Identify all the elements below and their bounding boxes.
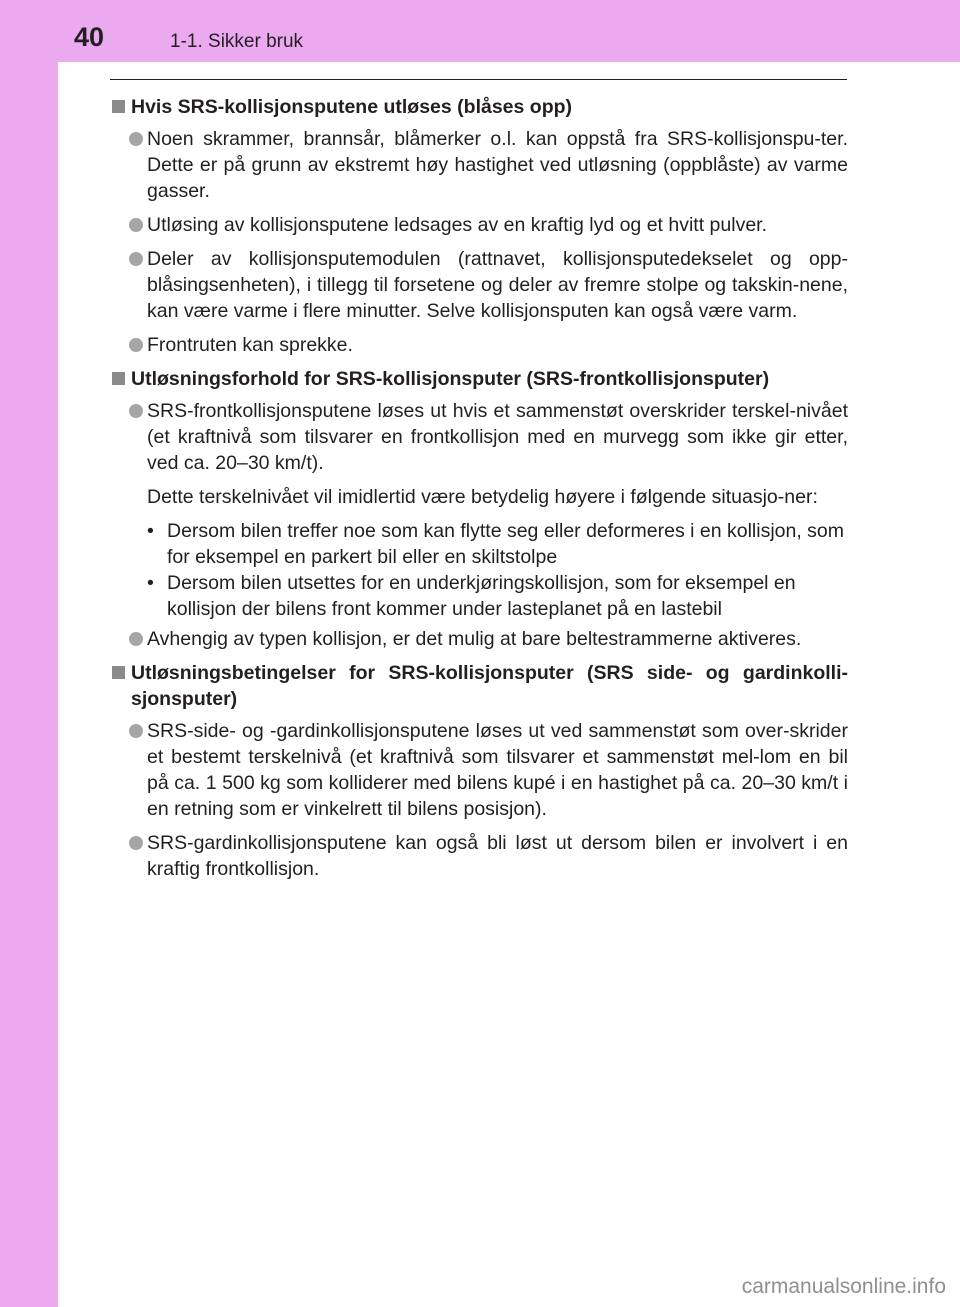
circle-bullet-icon (129, 132, 143, 146)
list-item-text: Frontruten kan sprekke. (147, 334, 353, 356)
list-item (110, 830, 848, 882)
section-heading-text: Utløsningsforhold for SRS-kollisjonsputer (SRS-frontkollisjonsputer) (131, 368, 770, 390)
section-heading (110, 366, 848, 392)
list-item-text: Noen skrammer, brannsår, blåmerker o.l. kan oppstå fra SRS-kollisjonspu-ter. Dette er på grunn av ekstremt høy hastighet ved utløsning (oppblåste) av varme gasser. (147, 128, 848, 202)
square-bullet-icon (112, 372, 125, 385)
list-item-text: SRS-frontkollisjonsputene løses ut hvis et sammenstøt overskrider terskel-nivået (et kraftnivå som tilsvarer en frontkollisjon med en murvegg som ikke gir etter, ved ca. 20–30 km/t). (147, 400, 848, 474)
sub-list-item-text: Dersom bilen treffer noe som kan flytte seg eller deformeres i en kollisjon, som for eksempel en parkert bil eller en skiltstolpe (167, 520, 845, 568)
paragraph: Dette terskelnivået vil imidlertid være betydelig høyere i følgende situasjo-ner: (147, 486, 818, 508)
dot-bullet: • (147, 520, 154, 542)
section-heading-text: Hvis SRS-kollisjonsputene utløses (blåses opp) (131, 96, 573, 118)
dot-bullet: • (147, 572, 154, 594)
list-item (110, 212, 848, 238)
circle-bullet-icon (129, 252, 143, 266)
list-item (110, 718, 848, 822)
list-item (110, 332, 848, 358)
list-item (110, 398, 848, 476)
list-item (110, 246, 848, 324)
square-bullet-icon (112, 666, 125, 679)
watermark: carmanualsonline.info (741, 1275, 946, 1298)
page-content (110, 90, 848, 890)
list-item-text: SRS-gardinkollisjonsputene kan også bli løst ut dersom bilen er involvert i en kraftig frontkollisjon. (147, 832, 848, 880)
section-title: 1-1. Sikker bruk (170, 31, 304, 52)
section-heading (110, 94, 848, 120)
list-item-text: SRS-side- og -gardinkollisjonsputene løses ut ved sammenstøt som over-skrider et bestemt terskelnivå (et kraftnivå som tilsvarer et sammenstøt mel-lom en bil på ca. 1 500 kg som kolliderer med bilens kupé i en hastighet på ca. 20–30 km/t i en retning som er vinkelrett til bilens posisjon). (147, 720, 848, 820)
sub-list-item (110, 518, 848, 570)
circle-bullet-icon (129, 218, 143, 232)
square-bullet-icon (112, 100, 125, 113)
circle-bullet-icon (129, 724, 143, 738)
sub-list-item-text: Dersom bilen utsettes for en underkjøringskollisjon, som for eksempel en kollisjon der bilens front kommer under lasteplanet på en lastebil (167, 572, 796, 620)
list-item (110, 126, 848, 204)
section-heading (110, 660, 848, 712)
circle-bullet-icon (129, 836, 143, 850)
section-heading-text: Utløsningsbetingelser for SRS-kollisjonsputer (SRS side- og gardinkolli-sjonsputer) (131, 662, 848, 710)
circle-bullet-icon (129, 404, 143, 418)
sub-list-item (110, 570, 848, 622)
list-item-text: Deler av kollisjonsputemodulen (rattnavet, kollisjonsputedekselet og opp-blåsingsenheten), i tillegg til forsetene og deler av fremre stolpe og takskin-nene, kan være varme i flere minutter. Selve kollisjonsputen kan også være varm. (147, 248, 848, 322)
list-item (110, 626, 848, 652)
list-item-text: Avhengig av typen kollisjon, er det mulig at bare beltestrammerne aktiveres. (147, 628, 802, 650)
chapter-tab-sidebar (0, 0, 58, 1307)
circle-bullet-icon (129, 338, 143, 352)
page-number: 40 (74, 22, 105, 52)
list-item-text: Utløsing av kollisjonsputene ledsages av en kraftig lyd og et hvitt pulver. (147, 214, 768, 236)
header-divider (110, 79, 847, 80)
circle-bullet-icon (129, 632, 143, 646)
